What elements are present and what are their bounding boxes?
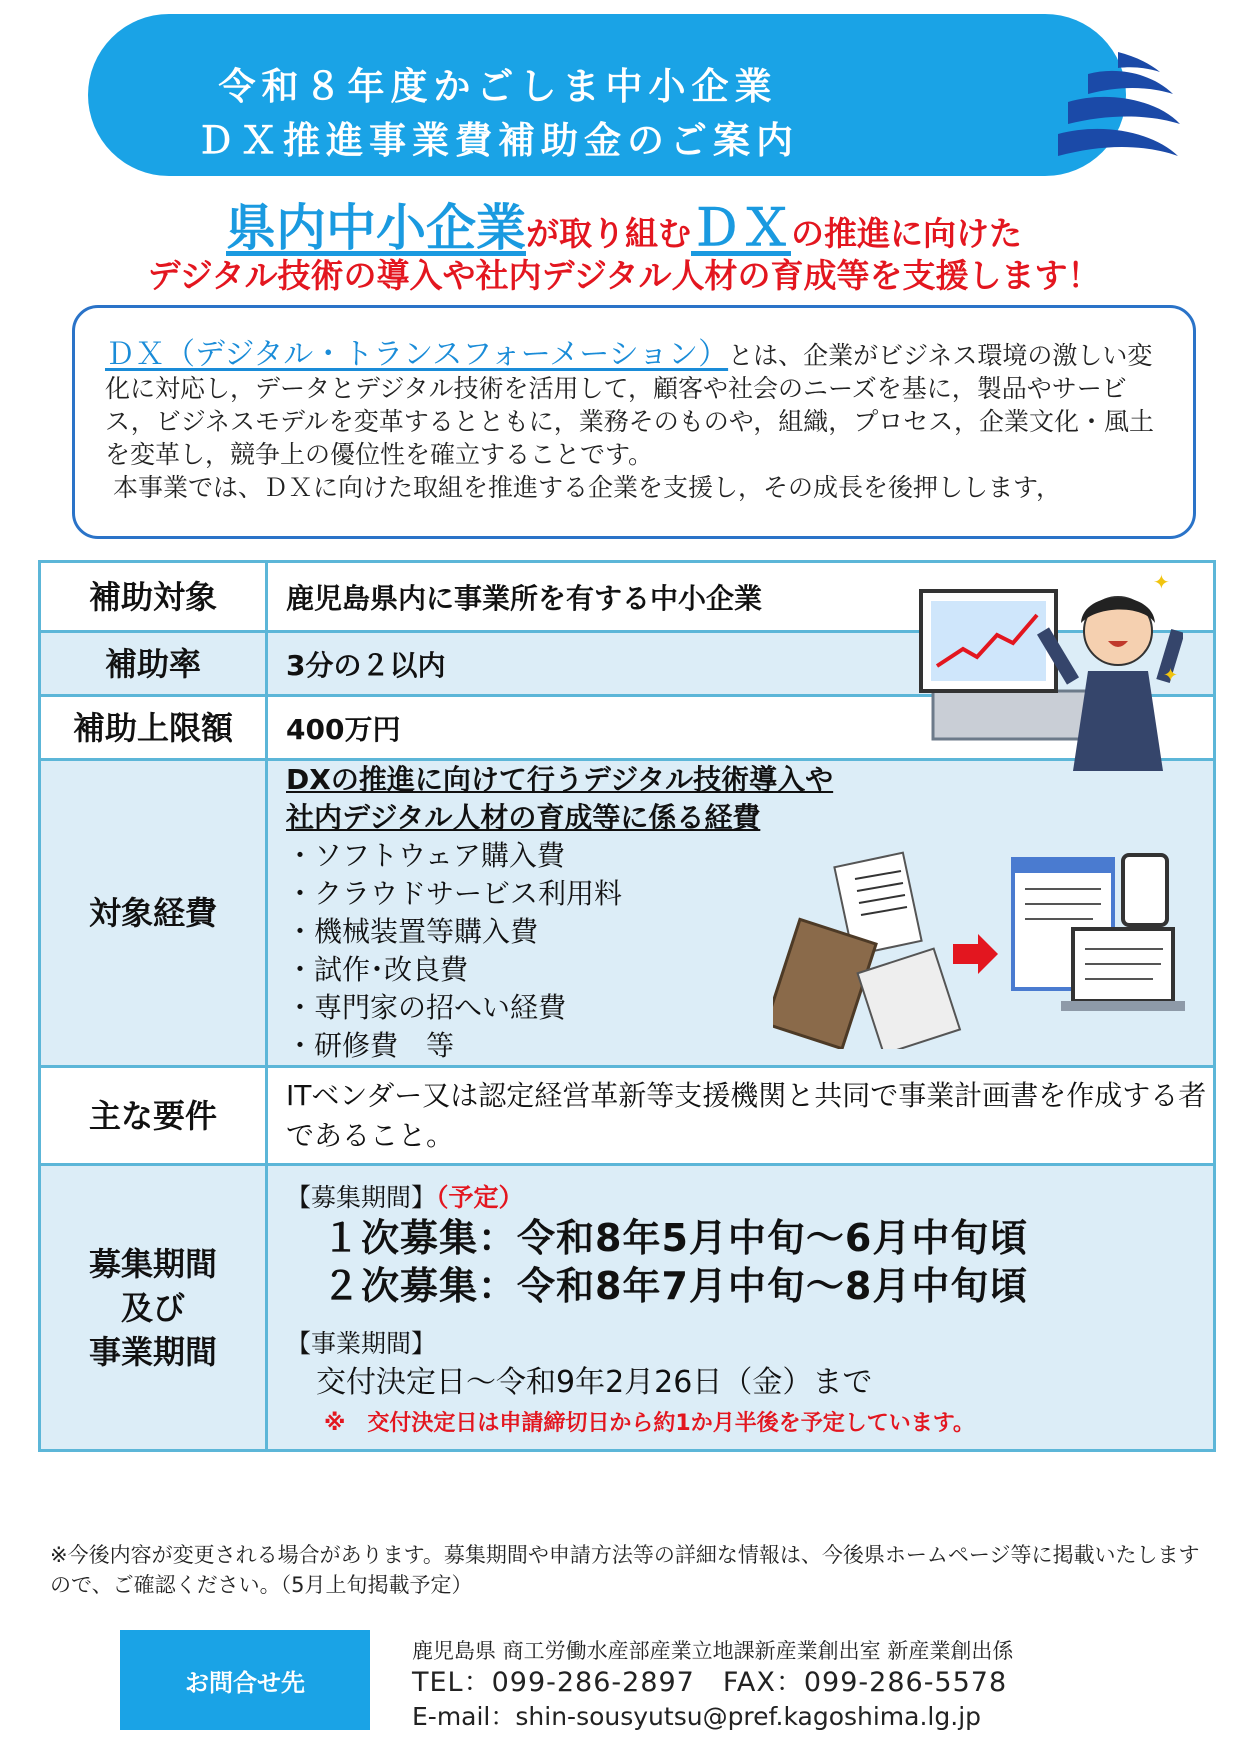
recruit-tentative-text: （予定） — [436, 1183, 524, 1212]
expenses-heading-2: 社内デジタル人材の育成等に係る経費 — [286, 801, 761, 834]
expense-item: ・機械装置等購入費 — [286, 915, 539, 948]
recruit-header-text: 【募集期間】 — [286, 1183, 437, 1212]
svg-text:✦: ✦ — [1163, 665, 1179, 686]
digitization-illustration-icon — [773, 849, 1193, 1049]
round-1-period: １次募集：令和8年5月中旬～6月中旬頃 — [322, 1216, 1029, 1260]
lead-keyword-sme: 県内中小企業 — [226, 199, 526, 257]
limit-label: 補助上限額 — [40, 696, 267, 760]
lead-text-b: の推進に向けた — [791, 214, 1022, 253]
contact-info — [412, 1636, 1013, 1734]
expenses-cell — [267, 760, 1215, 1067]
expense-item: ・専門家の招へい経費 — [286, 991, 567, 1024]
expense-item: ・クラウドサービス利用料 — [286, 877, 623, 910]
title-banner — [88, 14, 1126, 176]
lead-keyword-dx: ＤＸ — [691, 199, 791, 257]
expenses-label: 対象経費 — [40, 760, 267, 1067]
dx-definition-box — [72, 305, 1196, 539]
dx-definition-text: とは、企業がビジネス環境の激しい変化に対応し，データとデジタル技術を活用して，顧客や社会のニーズを基に，製品やサービス，ビジネスモデルを変革するとともに，業務そのものや，組織，プロセス，企業文化・風土を変革し，競争上の優位性を確立することです。 — [105, 341, 1155, 469]
target-label: 補助対象 — [40, 562, 267, 632]
expense-item: ・試作･改良費 — [286, 953, 469, 986]
limit-value: 400万円 — [267, 696, 1215, 760]
recruit-period-header — [286, 1178, 1213, 1214]
kagoshima-prefecture-logo-icon — [1048, 44, 1188, 174]
expenses-heading-1: DXの推進に向けて行うデジタル技術導入や — [286, 763, 834, 796]
lead-line-2: デジタル技術の導入や社内デジタル人材の育成等を支援します！ — [147, 256, 1101, 295]
requirements-text: ITベンダー又は認定経営革新等支援機関と共同で事業計画書を作成する者であること。 — [286, 1078, 1207, 1152]
dx-purpose-text: 本事業では、ＤＸに向けた取組を推進する企業を支援し，その成長を後押しします， — [112, 473, 1061, 502]
subsidy-info-table — [38, 560, 1216, 1452]
title-line-2: ＤＸ推進事業費補助金のご案内 — [197, 119, 799, 162]
requirements-value — [267, 1067, 1215, 1165]
period-label-line-1: 募集期間 — [88, 1244, 217, 1283]
period-label — [40, 1165, 267, 1451]
rate-label: 補助率 — [40, 632, 267, 696]
contact-email[interactable]: E-mail：shin-sousyutsu@pref.kagoshima.lg.jp — [412, 1702, 982, 1731]
rate-value: 3分の２以内 — [267, 632, 1215, 696]
svg-text:✦: ✦ — [1153, 571, 1170, 594]
round-2-period: ２次募集：令和8年7月中旬～8月中旬頃 — [322, 1264, 1029, 1308]
title-line-1: 令和８年度かごしま中小企業 — [218, 65, 778, 108]
expense-item: ・ソフトウェア購入費 — [286, 839, 565, 872]
change-notice: ※今後内容が変更される場合があります。募集期間や申請方法等の詳細な情報は、今後県ホームページ等に掲載いたしますので、ご確認ください。（5月上旬掲載予定） — [50, 1543, 1200, 1597]
lead-text-a: が取り組む — [526, 214, 691, 253]
requirements-label: 主な要件 — [40, 1067, 267, 1165]
contact-label-box: お問合せ先 — [120, 1630, 370, 1730]
target-value-text: 鹿児島県内に事業所を有する中小企業 — [286, 581, 763, 615]
project-period: 交付決定日～令和9年2月26日（金）まで — [316, 1365, 873, 1400]
project-period-header: 【事業期間】 — [286, 1329, 437, 1358]
businesswoman-computer-icon — [913, 571, 1183, 771]
contact-tel-fax: TEL：099-286-2897 FAX：099-286-5578 — [412, 1667, 1008, 1698]
expense-item: ・研修費 等 — [286, 1029, 455, 1062]
period-label-line-2: 及び — [120, 1288, 185, 1327]
dx-definition-paragraph — [105, 338, 1163, 504]
period-cell — [267, 1165, 1215, 1451]
period-label-line-3: 事業期間 — [88, 1332, 217, 1371]
dx-term: ＤＸ（デジタル・トランスフォーメーション） — [105, 337, 729, 372]
project-period-note: ※ 交付決定日は申請締切日から約1か月半後を予定しています。 — [324, 1411, 975, 1436]
contact-department: 鹿児島県 商工労働水産部産業立地課新産業創出室 新産業創出係 — [412, 1639, 1014, 1663]
